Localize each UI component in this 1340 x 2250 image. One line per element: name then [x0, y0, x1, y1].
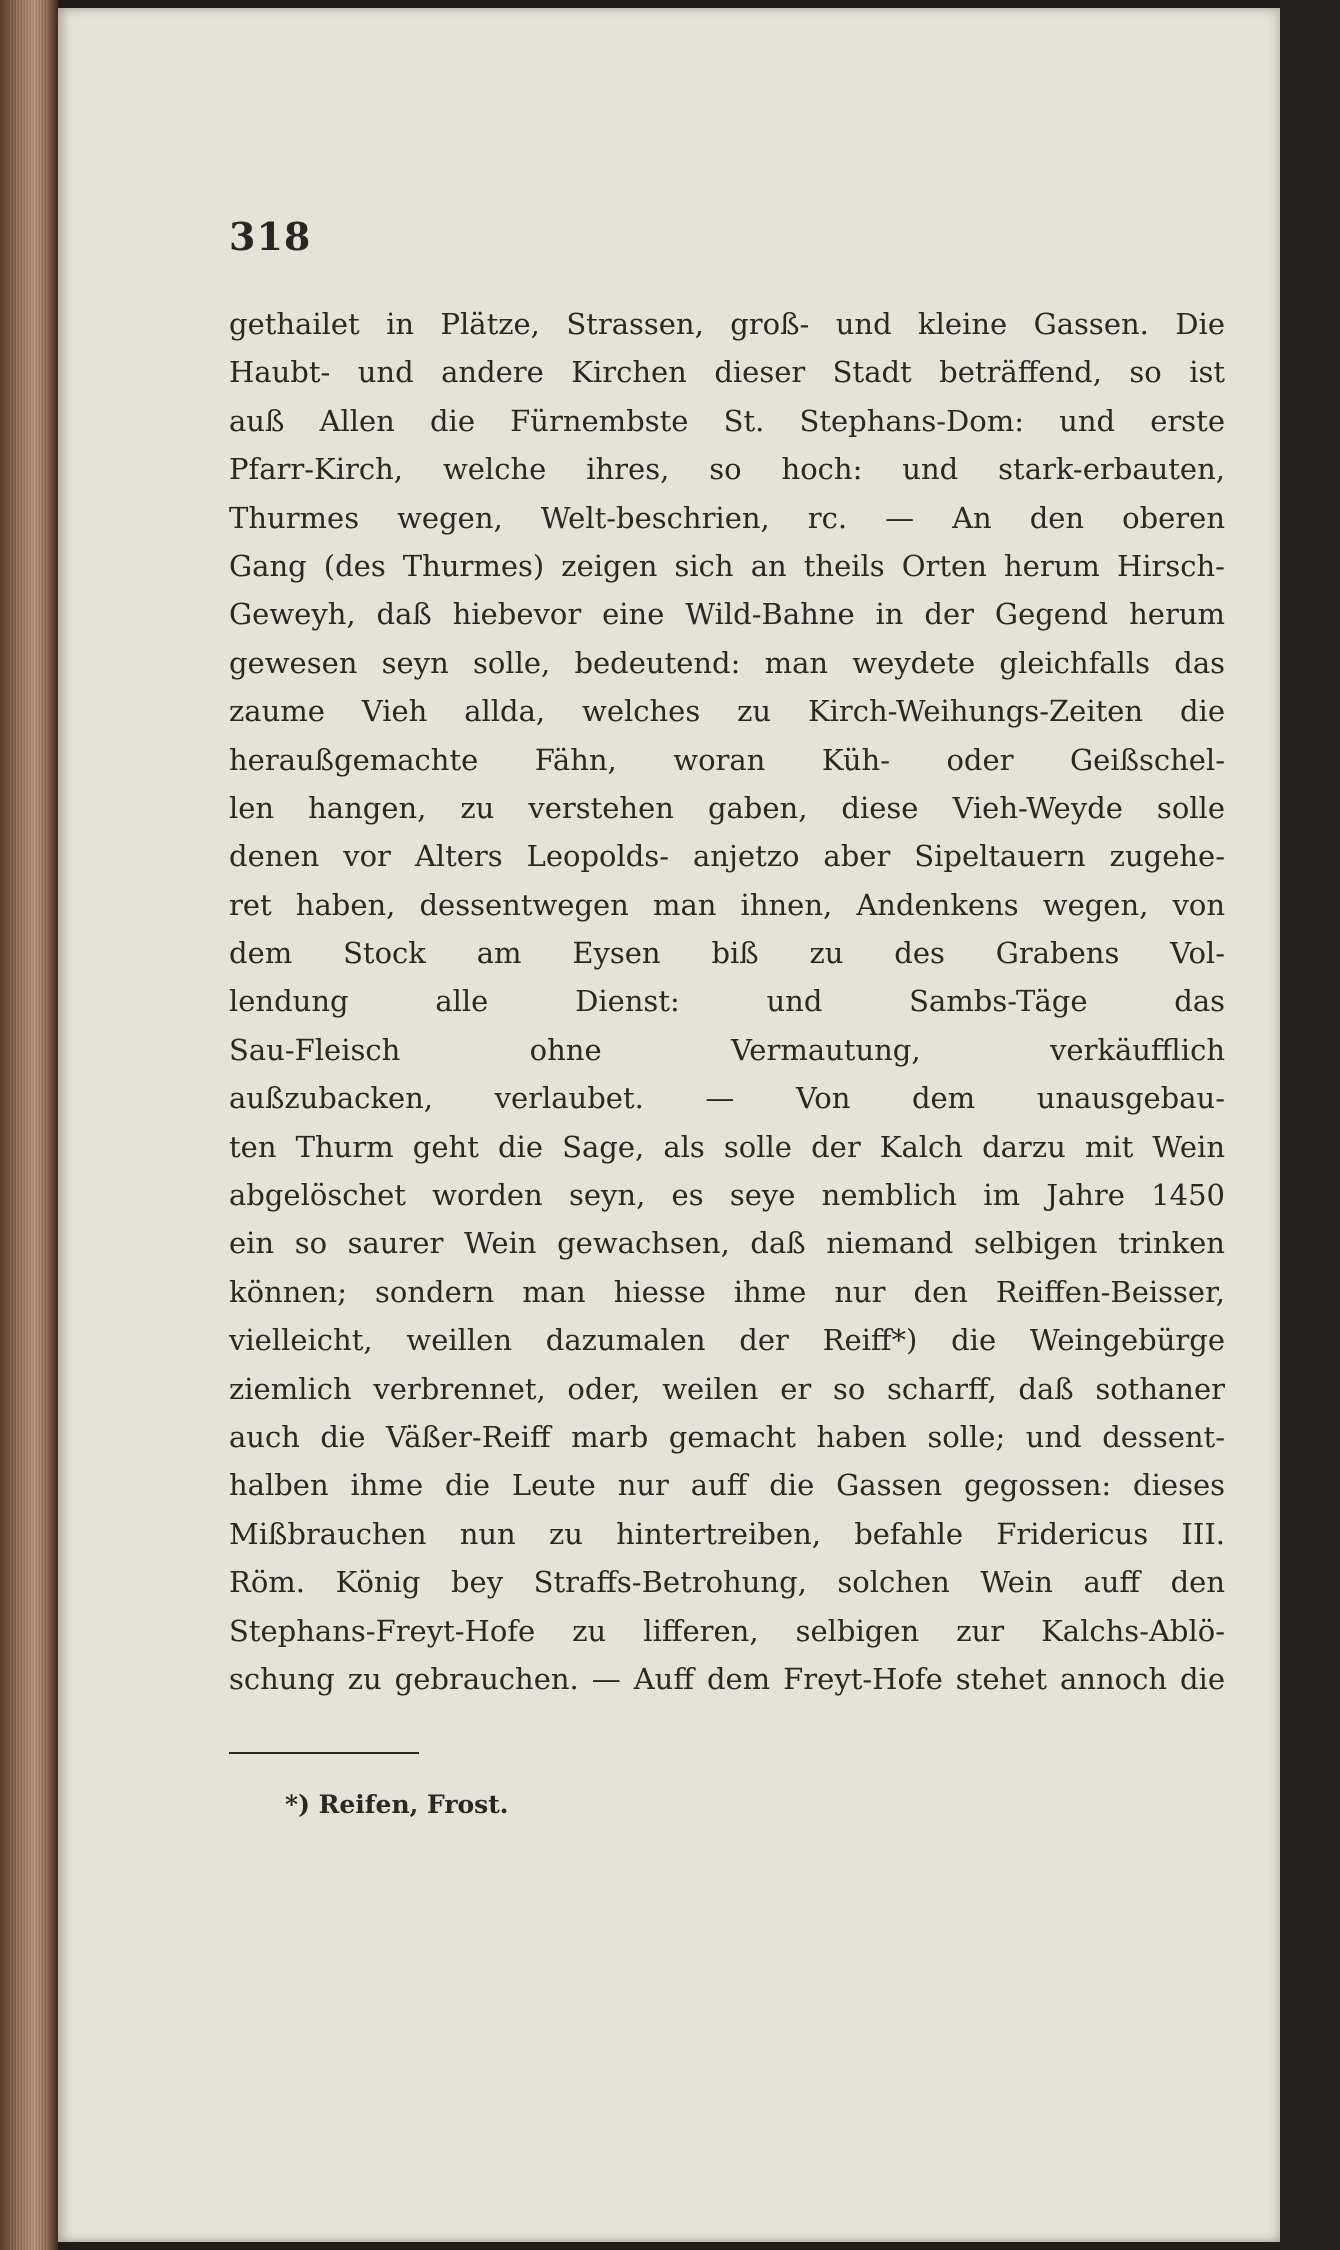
text-line: schung zu gebrauchen. — Auff dem Freyt-Hofe stehet annoch die	[229, 1661, 1225, 1696]
text-line: auch die Väßer-Reiff marb gemacht haben solle; und dessent-	[229, 1419, 1225, 1454]
book-page-edges	[0, 0, 58, 2250]
text-line: lendung alle Dienst: und Sambs-Täge das	[229, 984, 1225, 1019]
text-line: Haubt- und andere Kirchen dieser Stadt beträffend, so ist	[229, 355, 1225, 390]
text-line: gewesen seyn solle, bedeutend: man weydete gleichfalls das	[229, 645, 1225, 680]
text-line: len hangen, zu verstehen gaben, diese Vieh-Weyde solle	[229, 790, 1225, 825]
text-line: Stephans-Freyt-Hofe zu lifferen, selbigen zur Kalchs-Ablö-	[229, 1613, 1225, 1648]
text-line: können; sondern man hiesse ihme nur den Reiffen-Beisser,	[229, 1274, 1225, 1309]
text-line: denen vor Alters Leopolds- anjetzo aber Sipeltauern zugehe-	[229, 839, 1225, 874]
text-line: Röm. König bey Straffs-Betrohung, solchen Wein auff den	[229, 1565, 1225, 1600]
text-line: Sau-Fleisch ohne Vermautung, verkäufflich	[229, 1032, 1225, 1067]
text-line: Mißbrauchen nun zu hintertreiben, befahle Fridericus III.	[229, 1516, 1225, 1551]
text-line: ten Thurm geht die Sage, als solle der Kalch darzu mit Wein	[229, 1129, 1225, 1164]
footnote-rule	[229, 1752, 419, 1754]
text-line: Pfarr-Kirch, welche ihres, so hoch: und stark-erbauten,	[229, 452, 1225, 487]
text-line: abgelöschet worden seyn, es seye nemblich im Jahre 1450	[229, 1178, 1225, 1213]
page-number: 318	[229, 214, 312, 259]
text-line: außzubacken, verlaubet. — Von dem unausgebau-	[229, 1081, 1225, 1116]
body-text	[229, 300, 1225, 1703]
text-line: zaume Vieh allda, welches zu Kirch-Weihungs-Zeiten die	[229, 694, 1225, 729]
scan-right-margin	[1280, 0, 1340, 2250]
text-line: Geweyh, daß hiebevor eine Wild-Bahne in der Gegend herum	[229, 597, 1225, 632]
text-line: Thurmes wegen, Welt-beschrien, rc. — An den oberen	[229, 500, 1225, 535]
text-line: ziemlich verbrennet, oder, weilen er so scharff, daß sothaner	[229, 1371, 1225, 1406]
text-line: dem Stock am Eysen biß zu des Grabens Vol-	[229, 936, 1225, 971]
text-line: gethailet in Plätze, Strassen, groß- und kleine Gassen. Die	[229, 307, 1225, 341]
text-line: halben ihme die Leute nur auff die Gassen gegossen: dieses	[229, 1468, 1225, 1503]
text-line: ein so saurer Wein gewachsen, daß niemand selbigen trinken	[229, 1226, 1225, 1261]
text-line: heraußgemachte Fähn, woran Küh- oder Geißschel-	[229, 742, 1225, 777]
text-line: auß Allen die Fürnembste St. Stephans-Dom: und erste	[229, 403, 1225, 438]
text-line: ret haben, dessentwegen man ihnen, Andenkens wegen, von	[229, 887, 1225, 922]
footnote: *) Reifen, Frost.	[285, 1790, 509, 1819]
text-line: vielleicht, weillen dazumalen der Reiff*) die Weingebürge	[229, 1323, 1225, 1358]
text-line: Gang (des Thurmes) zeigen sich an theils Orten herum Hirsch-	[229, 548, 1225, 583]
